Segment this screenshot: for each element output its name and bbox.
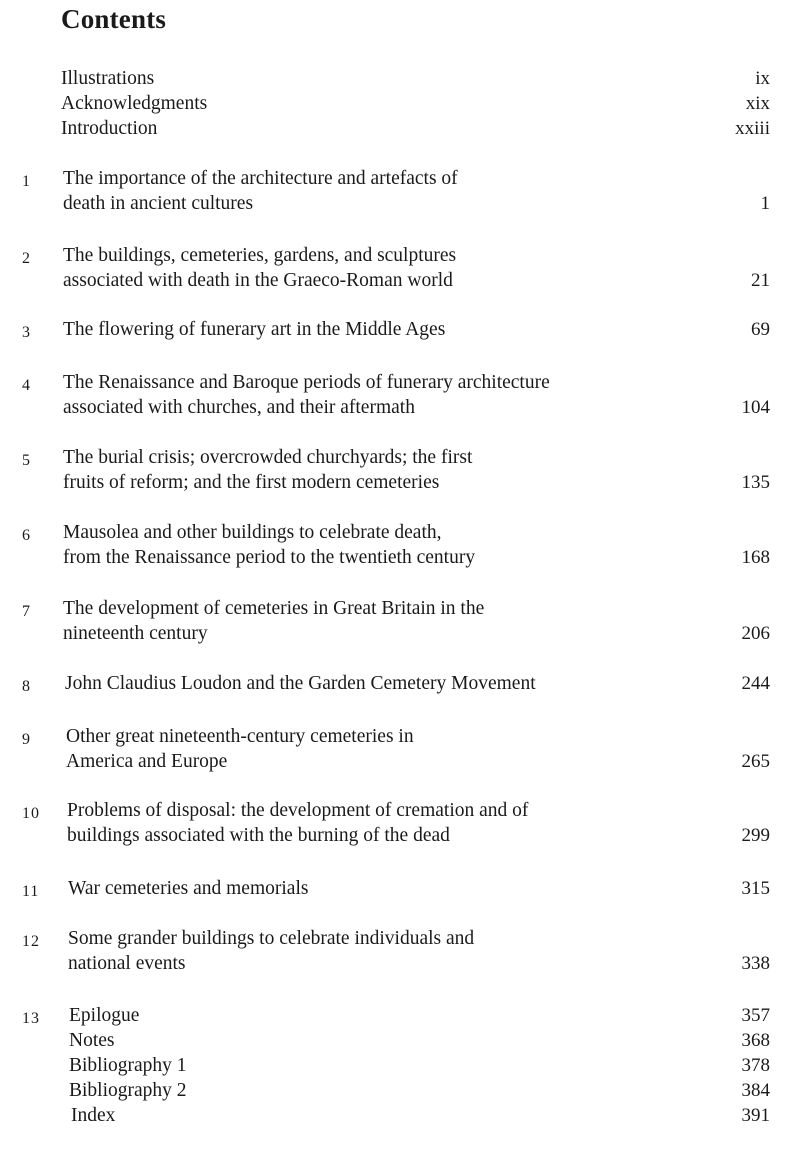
- front-matter-page: xix: [745, 93, 770, 114]
- chapter-title-line: John Claudius Loudon and the Garden Cemetery Movement: [65, 673, 536, 694]
- chapter-page: 299: [741, 825, 770, 846]
- chapter-page: 244: [741, 673, 770, 694]
- chapter-number: 13: [22, 1010, 40, 1027]
- chapter-title-line: The importance of the architecture and artefacts of: [63, 168, 458, 189]
- chapter-page: 1: [760, 193, 770, 214]
- front-matter-page: ix: [755, 68, 770, 89]
- back-matter-label: Bibliography 2: [69, 1080, 187, 1101]
- page-title: Contents: [61, 4, 167, 34]
- chapter-title-line: War cemeteries and memorials: [68, 878, 309, 899]
- chapter-number: 9: [22, 731, 31, 748]
- chapter-number: 2: [22, 250, 31, 267]
- front-matter-page: xxiii: [735, 118, 770, 139]
- back-matter-page: 384: [741, 1080, 770, 1101]
- chapter-title-line: The buildings, cemeteries, gardens, and sculptures: [63, 245, 457, 266]
- back-matter-label: Notes: [69, 1030, 115, 1051]
- chapter-page: 315: [741, 878, 770, 899]
- chapter-number: 8: [22, 678, 31, 695]
- chapter-page: 265: [741, 751, 770, 772]
- chapter-number: 7: [22, 603, 31, 620]
- chapter-number: 3: [22, 324, 31, 341]
- chapter-title-line: associated with death in the Graeco-Roman world: [63, 270, 453, 291]
- chapter-page: 168: [741, 547, 770, 568]
- chapter-number: 6: [22, 527, 31, 544]
- back-matter-label: Index: [71, 1105, 116, 1126]
- chapter-number: 11: [22, 883, 40, 900]
- back-matter-page: 357: [741, 1005, 770, 1026]
- chapter-number: 1: [22, 173, 31, 190]
- chapter-number: 12: [22, 933, 40, 950]
- front-matter-label: Introduction: [61, 118, 158, 139]
- chapter-title-line: from the Renaissance period to the twentieth century: [63, 547, 476, 568]
- chapter-number: 4: [22, 377, 31, 394]
- chapter-title-line: Other great nineteenth-century cemeteries in: [66, 726, 414, 747]
- chapter-title-line: Some grander buildings to celebrate individuals and: [68, 928, 475, 949]
- chapter-title-line: associated with churches, and their aftermath: [63, 397, 415, 418]
- back-matter-label: Epilogue: [69, 1005, 140, 1026]
- chapter-title-line: The flowering of funerary art in the Middle Ages: [63, 319, 446, 340]
- chapter-number: 5: [22, 452, 31, 469]
- chapter-page: 135: [741, 472, 770, 493]
- chapter-title-line: Mausolea and other buildings to celebrate death,: [63, 522, 442, 543]
- chapter-title-line: fruits of reform; and the first modern cemeteries: [63, 472, 440, 493]
- back-matter-page: 368: [741, 1030, 770, 1051]
- chapter-title-line: The burial crisis; overcrowded churchyards; the first: [63, 447, 473, 468]
- chapter-page: 104: [741, 397, 770, 418]
- back-matter-page: 391: [741, 1105, 770, 1126]
- chapter-page: 69: [751, 319, 770, 340]
- chapter-page: 338: [741, 953, 770, 974]
- chapter-title-line: buildings associated with the burning of the dead: [67, 825, 450, 846]
- chapter-title-line: America and Europe: [66, 751, 228, 772]
- chapter-title-line: Problems of disposal: the development of cremation and of: [67, 800, 529, 821]
- chapter-page: 206: [741, 623, 770, 644]
- back-matter-label: Bibliography 1: [69, 1055, 187, 1076]
- chapter-page: 21: [751, 270, 770, 291]
- chapter-title-line: The Renaissance and Baroque periods of funerary architecture: [63, 372, 550, 393]
- chapter-number: 10: [22, 805, 40, 822]
- chapter-title-line: national events: [68, 953, 186, 974]
- chapter-title-line: death in ancient cultures: [63, 193, 254, 214]
- front-matter-label: Acknowledgments: [61, 93, 208, 114]
- chapter-title-line: The development of cemeteries in Great Britain in the: [63, 598, 485, 619]
- front-matter-label: Illustrations: [61, 68, 155, 89]
- chapter-title-line: nineteenth century: [63, 623, 208, 644]
- back-matter-page: 378: [741, 1055, 770, 1076]
